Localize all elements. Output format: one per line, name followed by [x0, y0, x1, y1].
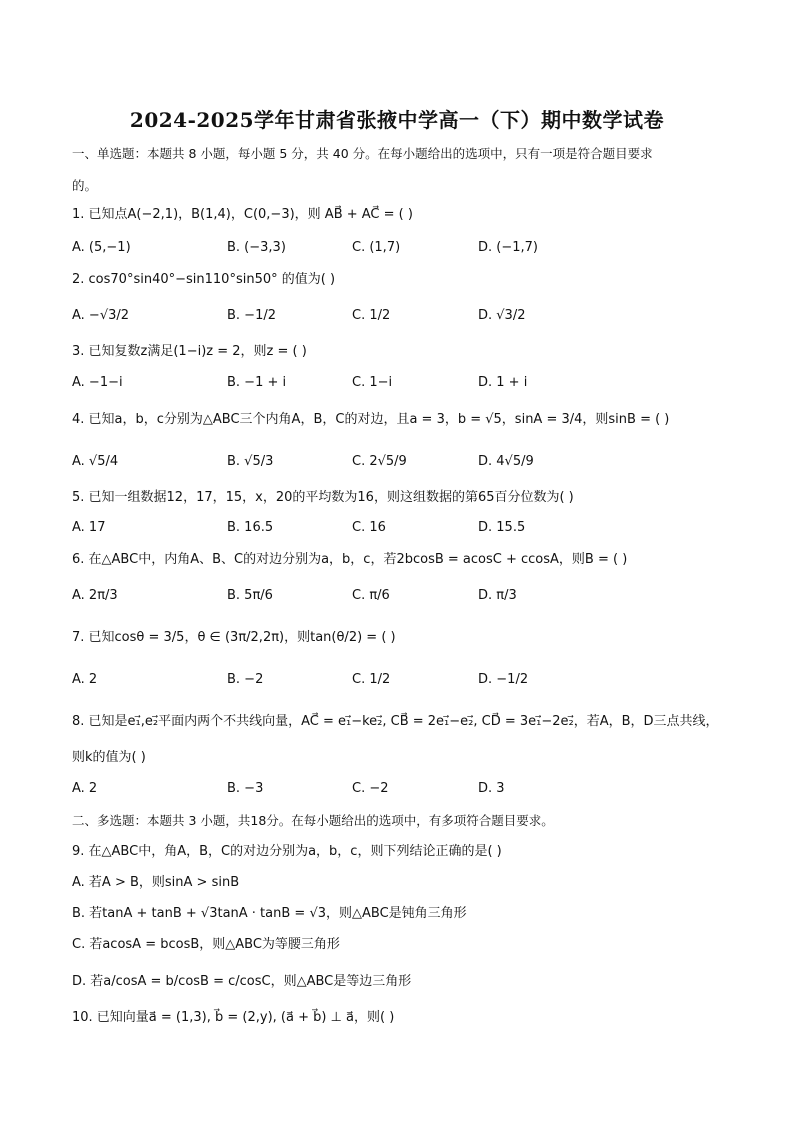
question-8-option-c: C. −2	[352, 781, 389, 796]
section-multi-choice-heading: 二、多选题：本题共 3 小题，共18分。在每小题给出的选项中，有多项符合题目要求。	[72, 813, 554, 828]
question-5-option-c: C. 16	[352, 520, 386, 535]
question-5-option-b: B. 16.5	[227, 520, 274, 535]
question-7-option-a: A. 2	[72, 672, 98, 687]
question-10-stem: 10. 已知向量a⃗ = (1,3), b⃗ = (2,y), (a⃗ + b⃗) ⊥ a⃗，则( )	[72, 1010, 395, 1025]
question-1-option-b: B. (−3,3)	[227, 240, 286, 255]
question-3-stem: 3. 已知复数z满足(1−i)z = 2，则z = ( )	[72, 344, 307, 359]
section-single-choice-heading-cont: 的。	[72, 178, 98, 193]
question-7-option-c: C. 1/2	[352, 672, 391, 687]
question-1-option-d: D. (−1,7)	[478, 240, 538, 255]
exam-title: 2024-2025学年甘肃省张掖中学高一（下）期中数学试卷	[129, 108, 665, 132]
question-5-option-a: A. 17	[72, 520, 106, 535]
question-2-option-b: B. −1/2	[227, 308, 276, 323]
question-5-stem: 5. 已知一组数据12，17，15，x，20的平均数为16，则这组数据的第65百分位数为( )	[72, 490, 574, 505]
question-6-option-c: C. π/6	[352, 588, 390, 603]
question-4-option-c: C. 2√5/9	[352, 454, 407, 469]
question-8-option-d: D. 3	[478, 781, 505, 796]
question-3-option-b: B. −1 + i	[227, 375, 287, 390]
question-9-choice-a: A. 若A > B，则sinA > sinB	[72, 875, 240, 890]
question-2-option-c: C. 1/2	[352, 308, 391, 323]
question-9-choice-d: D. 若a/cosA = b/cosB = c/cosC，则△ABC是等边三角形	[72, 974, 412, 989]
question-1-stem: 1. 已知点A(−2,1)，B(1,4)，C(0,−3)，则 AB⃗ + AC⃗ = ( )	[72, 207, 413, 222]
question-7-stem: 7. 已知cosθ = 3/5，θ ∈ (3π/2,2π)，则tan(θ/2) = ( )	[72, 630, 396, 645]
question-9-choice-c: C. 若acosA = bcosB，则△ABC为等腰三角形	[72, 937, 340, 952]
question-7-option-d: D. −1/2	[478, 672, 529, 687]
question-8-option-a: A. 2	[72, 781, 98, 796]
question-9-choice-b: B. 若tanA + tanB + √3tanA · tanB = √3，则△ABC是钝角三角形	[72, 906, 467, 921]
question-2-option-a: A. −√3/2	[72, 308, 130, 323]
section-single-choice-heading: 一、单选题：本题共 8 小题，每小题 5 分，共 40 分。在每小题给出的选项中，只有一项是符合题目要求	[72, 146, 653, 161]
question-6-stem: 6. 在△ABC中，内角A、B、C的对边分别为a，b，c，若2bcosB = acosC + ccosA，则B = ( )	[72, 552, 628, 567]
question-1-option-c: C. (1,7)	[352, 240, 401, 255]
question-1-option-a: A. (5,−1)	[72, 240, 131, 255]
question-4-option-a: A. √5/4	[72, 454, 119, 469]
question-7-option-b: B. −2	[227, 672, 264, 687]
question-6-option-b: B. 5π/6	[227, 588, 273, 603]
question-8-stem: 8. 已知是e₁⃗,e₂⃗平面内两个不共线向量，AC⃗ = e₁⃗−ke₂⃗, CB⃗ = 2e₁⃗−e₂⃗, CD⃗ = 3e₁⃗−2e₂⃗，若A，B，D三点共线，	[72, 714, 719, 729]
question-6-option-d: D. π/3	[478, 588, 517, 603]
question-8-option-b: B. −3	[227, 781, 264, 796]
question-3-option-c: C. 1−i	[352, 375, 393, 390]
question-4-stem: 4. 已知a，b，c分别为△ABC三个内角A，B，C的对边，且a = 3，b = √5，sinA = 3/4，则sinB = ( )	[72, 412, 670, 427]
question-9-stem: 9. 在△ABC中，角A，B，C的对边分别为a，b，c，则下列结论正确的是( )	[72, 844, 502, 859]
question-2-option-d: D. √3/2	[478, 308, 526, 323]
question-2-stem: 2. cos70°sin40°−sin110°sin50° 的值为( )	[72, 272, 336, 287]
question-5-option-d: D. 15.5	[478, 520, 526, 535]
question-4-option-d: D. 4√5/9	[478, 454, 534, 469]
question-6-option-a: A. 2π/3	[72, 588, 118, 603]
question-3-option-d: D. 1 + i	[478, 375, 528, 390]
question-4-option-b: B. √5/3	[227, 454, 274, 469]
question-3-option-a: A. −1−i	[72, 375, 123, 390]
question-8-stem-cont: 则k的值为( )	[72, 750, 146, 765]
